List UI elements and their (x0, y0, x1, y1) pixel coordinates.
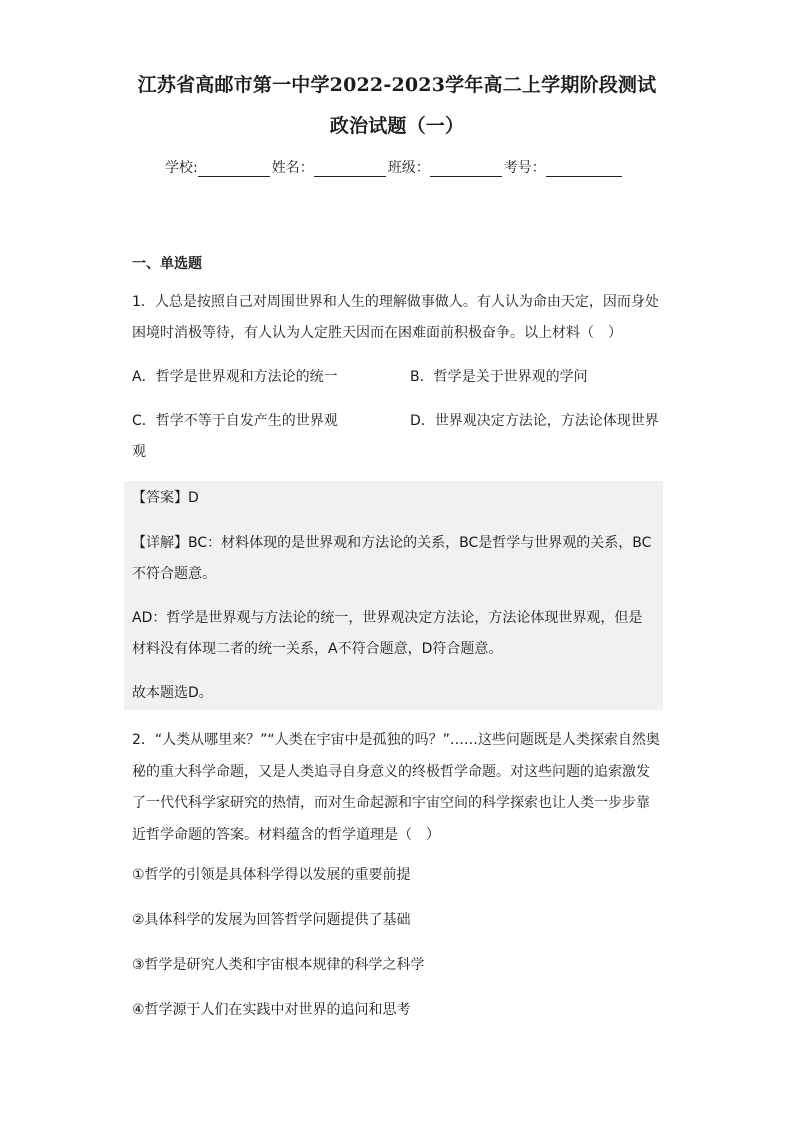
question-1-option-d-wrap: 观 (132, 444, 146, 460)
question-1-answer: 【答案】D (132, 490, 199, 506)
question-1-stem: 1．人总是按照自己对周围世界和人生的理解做事做人。有人认为命由天定，因而身处困境时消极等待，有人认为人定胜天因而在困难面前积极奋争。以上材料（ ） (132, 294, 659, 341)
question-2-statement-1: ①哲学的引领是具体科学得以发展的重要前提 (132, 867, 411, 883)
question-1-detail-2: AD：哲学是世界观与方法论的统一，世界观决定方法论，方法论体现世界观，但是材料没有体现二者的统一关系，A不符合题意，D符合题意。 (132, 610, 643, 657)
question-2-stem: 2．“人类从哪里来？”“人类在宇宙中是孤独的吗？”……这些问题既是人类探索自然奥秘的重大科学命题，又是人类追寻自身意义的终极哲学命题。对这些问题的追索激发了一代代科学家研究的热情，而对生命起源和宇宙空间的科学探索也让人类一步步靠近哲学命题的答案。材料蕴含的哲学道理是（ ） (132, 732, 660, 843)
class-label: 班级： (387, 160, 430, 176)
school-label: 学校: (165, 160, 198, 176)
question-1-option-d: D．世界观决定方法论，方法论体现世界 (410, 413, 659, 429)
question-1-answer-box (124, 481, 663, 710)
question-1-option-b: B．哲学是关于世界观的学问 (410, 369, 588, 385)
school-blank[interactable] (198, 161, 270, 177)
exam-title-line2: 政治试题（一） (329, 115, 465, 137)
student-info-row (165, 157, 635, 177)
question-2-statement-3: ③哲学是研究人类和宇宙根本规律的科学之科学 (132, 957, 425, 973)
question-1-detail-3: 故本题选D。 (132, 685, 213, 701)
exam-title-line1: 江苏省高邮市第一中学2022-2023学年高二上学期阶段测试 (137, 74, 657, 96)
question-1-detail-1: 【详解】BC：材料体现的是世界观和方法论的关系，BC是哲学与世界观的关系，BC不符合题意。 (132, 535, 652, 582)
question-2-statement-2: ②具体科学的发展为回答哲学问题提供了基础 (132, 912, 411, 928)
question-2-statement-4: ④哲学源于人们在实践中对世界的追问和思考 (132, 1002, 411, 1018)
question-1-option-c: C．哲学不等于自发产生的世界观 (132, 413, 338, 429)
exam-number-blank[interactable] (546, 161, 622, 177)
name-blank[interactable] (314, 161, 386, 177)
question-1-option-a: A．哲学是世界观和方法论的统一 (132, 369, 338, 385)
section-heading: 一、单选题 (132, 256, 202, 272)
name-label: 姓名： (271, 160, 314, 176)
exam-number-label: 考号： (503, 160, 546, 176)
class-blank[interactable] (430, 161, 502, 177)
